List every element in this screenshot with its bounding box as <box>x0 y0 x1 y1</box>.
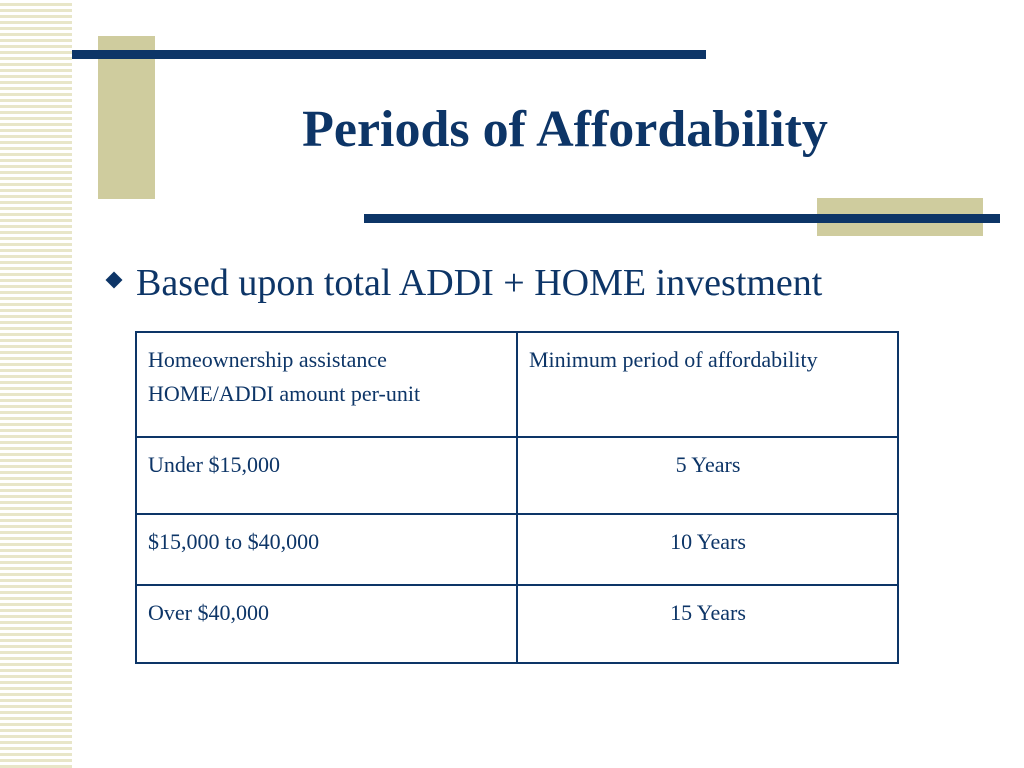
table-row <box>136 437 898 514</box>
amount-cell: Over $40,000 <box>136 585 517 663</box>
period-cell: 5 Years <box>517 437 898 514</box>
title-rule-bottom <box>364 214 1000 223</box>
period-cell: 15 Years <box>517 585 898 663</box>
amount-cell: Under $15,000 <box>136 437 517 514</box>
bullet-text: Based upon total ADDI + HOME investment <box>136 262 823 304</box>
header-period-cell: Minimum period of affordability <box>517 332 898 437</box>
bullet-item <box>108 260 822 306</box>
period-cell: 10 Years <box>517 514 898 585</box>
slide-title: Periods of Affordability <box>302 101 828 158</box>
diamond-bullet-icon <box>106 272 123 289</box>
table-row <box>136 514 898 585</box>
header-amount-cell: Homeownership assistance HOME/ADDI amount per-unit <box>136 332 517 437</box>
amount-cell: $15,000 to $40,000 <box>136 514 517 585</box>
table-row <box>136 585 898 663</box>
affordability-table <box>135 331 899 664</box>
table-header-row <box>136 332 898 437</box>
title-rule-top <box>72 50 706 59</box>
